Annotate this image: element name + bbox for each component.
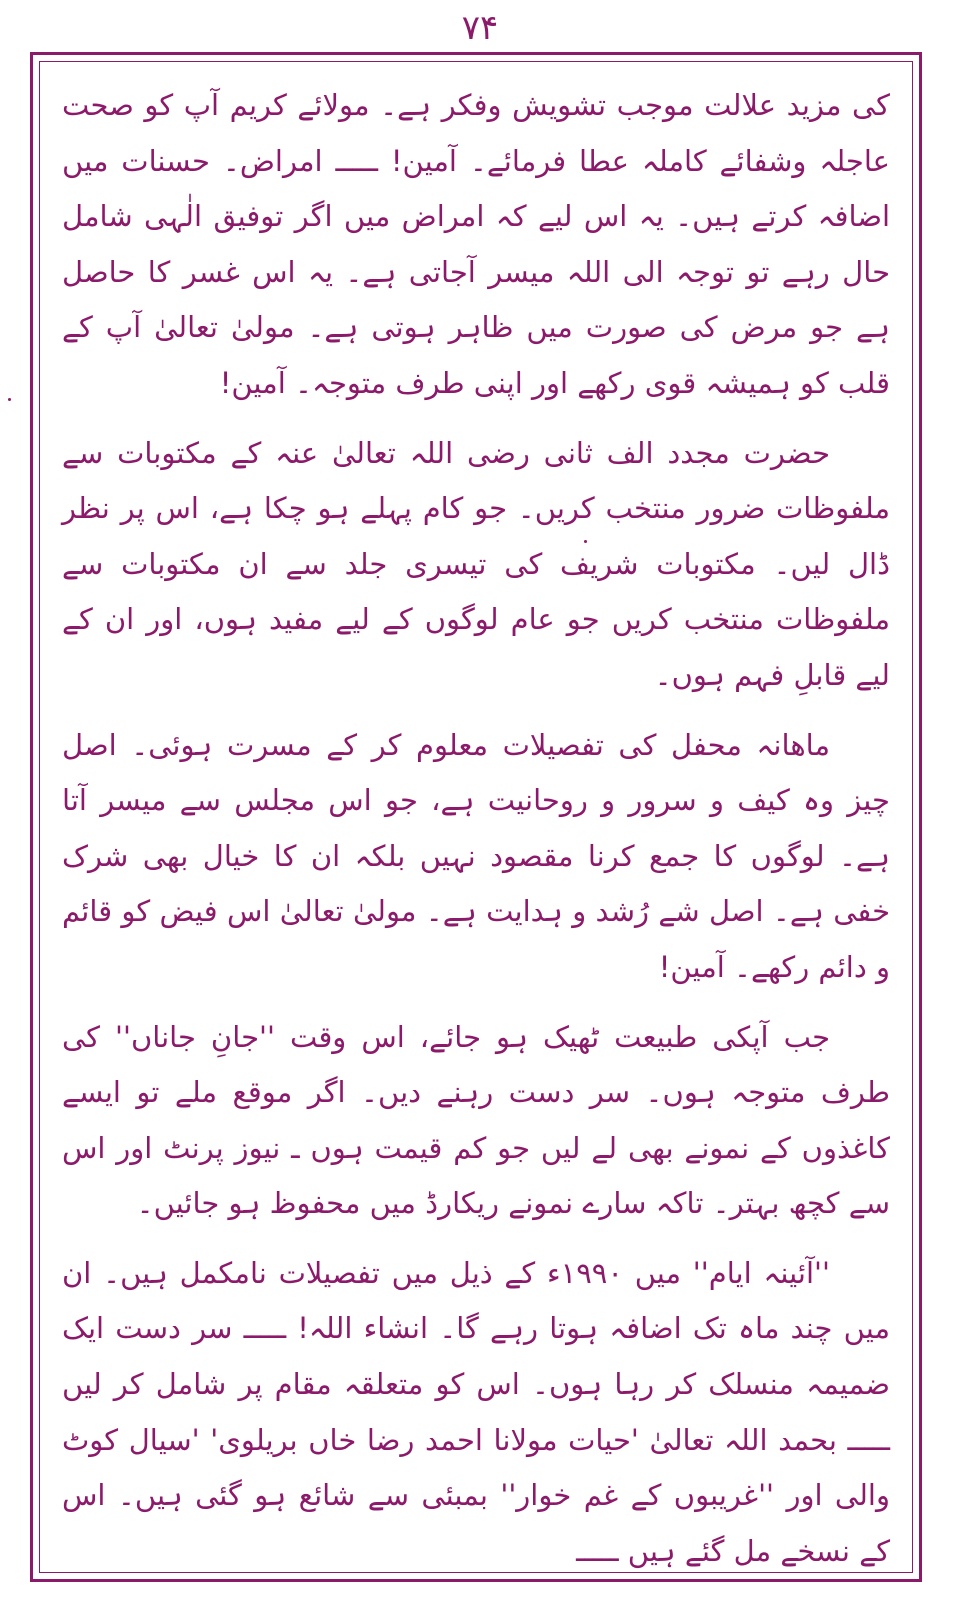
stray-mark bbox=[8, 398, 11, 401]
page-border-inner bbox=[39, 61, 913, 1573]
page-body-text bbox=[62, 78, 890, 1568]
paragraph-maktubat: حضرت مجدد الف ثانی رضی اللہ تعالیٰ عنہ کے مکتوبات سے ملفوظات ضرور منتخب کریں۔ جو کام پہلے ہو چکا ہے، اس پر نظر ڈال لیں۔ مکتوبات شریف کی تیسری جلد سے ان مکتوبات سے ملفوظات منتخب کریں جو عام لوگوں کے لیے مفید ہوں، اور ان کے لیے قابلِ فہم ہوں۔ bbox=[62, 435, 890, 692]
paragraph-jaan-e-janaan: جب آپکی طبیعت ٹھیک ہو جائے، اس وقت ''جانِ جاناں'' کی طرف متوجہ ہوں۔ سر دست رہنے دیں۔ اگر موقع ملے تو ایسے کاغذوں کے نمونے بھی لے لیں جو کم قیمت ہوں ـ نیوز پرنٹ اور اس سے کچھ بہتر۔ تاکہ سارے نمونے ریکارڈ میں محفوظ ہو جائیں۔ bbox=[62, 1019, 890, 1221]
page-border-outer bbox=[30, 52, 922, 1582]
paragraph-mahfil: ماھانہ محفل کی تفصیلات معلوم کر کے مسرت ہوئی۔ اصل چیز وہ کیف و سرور و روحانیت ہے، جو اس مجلس سے میسر آتا ہے۔ لوگوں کا جمع کرنا مقصود نہیں بلکہ ان کا خیال بھی شرک خفی ہے۔ اصل شے رُشد و ہدایت ہے۔ مولیٰ تعالیٰ اس فیض کو قائم و دائم رکھے۔ آمین! bbox=[62, 727, 890, 984]
paragraph-illness: کی مزید علالت موجب تشویش وفکر ہے۔ مولائے کریم آپ کو صحت عاجلہ وشفائے کاملہ عطا فرمائے۔ آمین! ـــــ امراض۔ حسنات میں اضافہ کرتے ہیں۔ یہ اس لیے کہ امراض میں اگر توفیق الٰہی شامل حال رہے تو توجہ الی اللہ میسر آجاتی ہے۔ یہ اس غسر کا حاصل ہے جو مرض کی صورت میں ظاہر ہوتی ہے۔ مولیٰ تعالیٰ آپ کے قلب کو ہمیشہ قوی رکھے اور اپنی طرف متوجہ۔ آمین! bbox=[62, 88, 890, 400]
paragraph-aaina-e-ayyam: ''آئینہ ایام'' میں ۱۹۹۰ء کے ذیل میں تفصیلات نامکمل ہیں۔ ان میں چند ماہ تک اضافہ ہوتا رہے گا۔ انشاء اللہ! ـــــ سر دست ایک ضمیمہ منسلک کر رہا ہوں۔ اس کو متعلقہ مقام پر شامل کر لیں ـــــ بحمد اللہ تعالیٰ 'حیات مولانا احمد رضا خاں بریلوی' 'سیال کوٹ والی اور ''غریبوں کے غم خوار'' بمبئی سے شائع ہو گئی ہیں۔ اس کے نسخے مل گئے ہیں ـــــ bbox=[62, 1255, 890, 1568]
page-number: ۷۴ bbox=[461, 8, 499, 48]
